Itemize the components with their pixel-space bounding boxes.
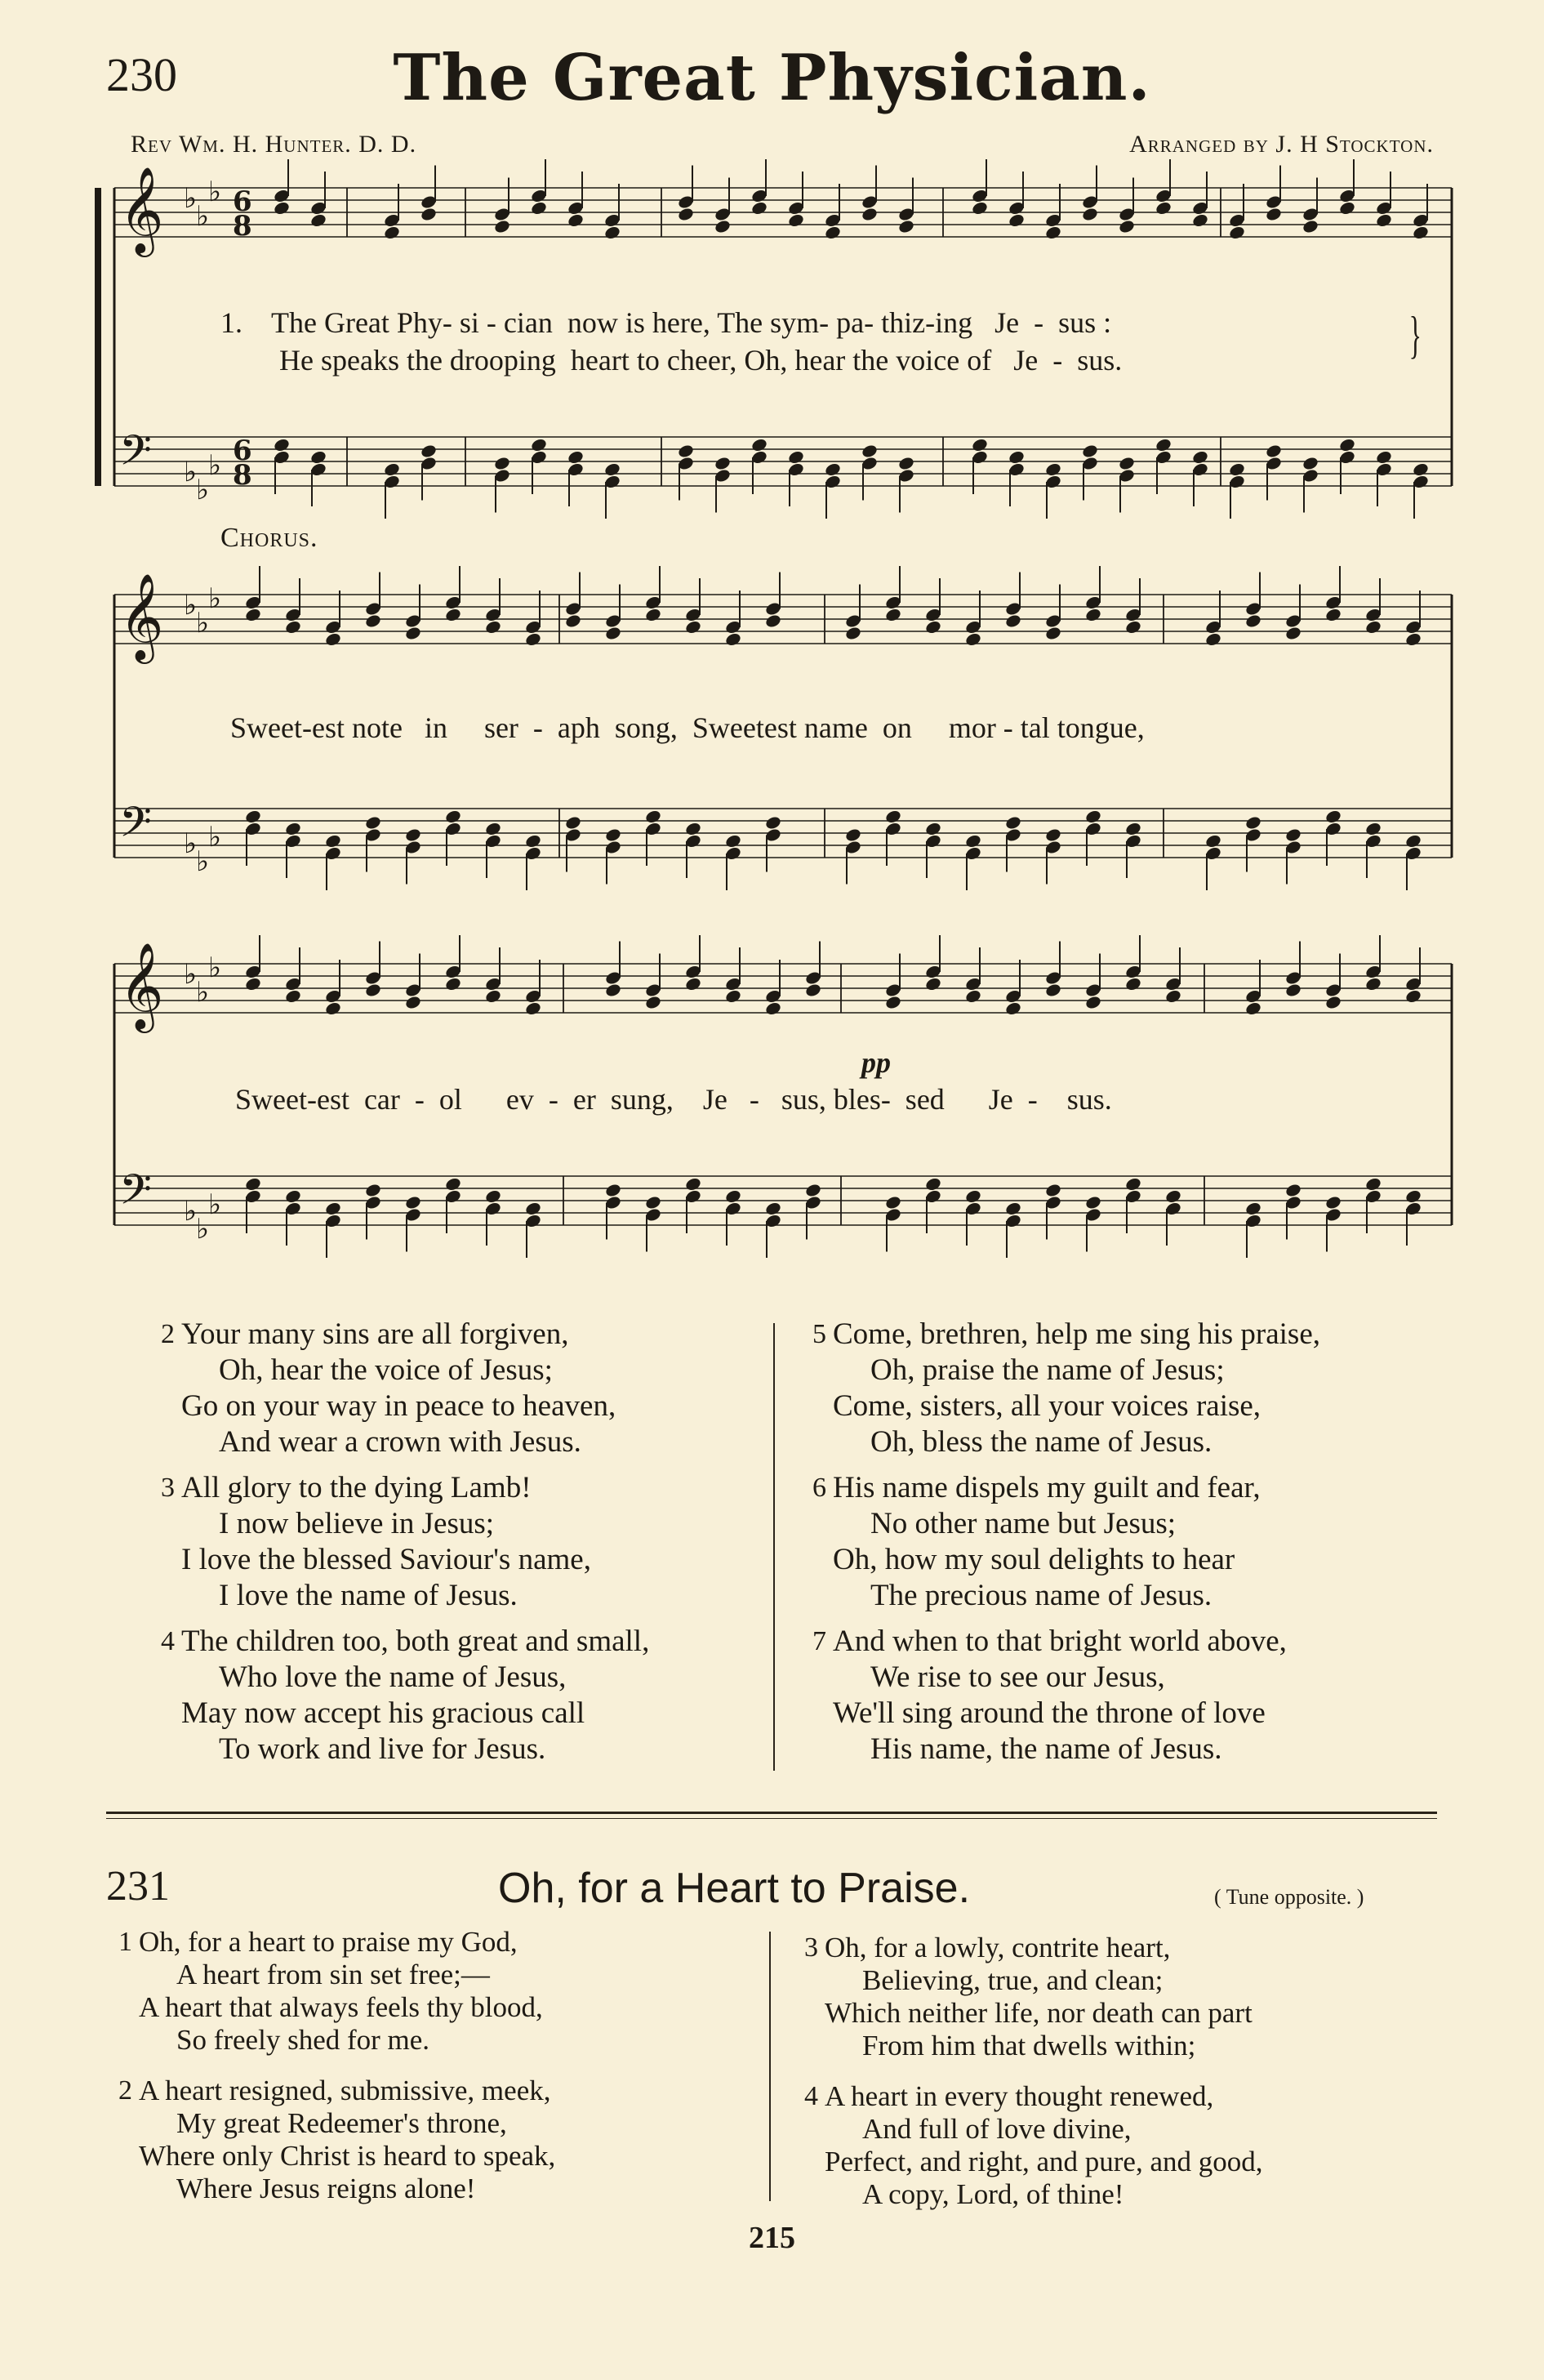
note-head — [824, 461, 842, 477]
note-head — [404, 995, 422, 1010]
stanza-line: Oh, for a lowly, contrite heart, — [825, 1932, 1171, 1963]
note-head — [603, 461, 621, 477]
note-head — [1164, 1188, 1182, 1204]
stanza — [161, 1624, 650, 1767]
note-head — [1364, 1176, 1382, 1192]
stanza-number: 1 — [118, 1927, 132, 1957]
note-head — [964, 833, 982, 849]
hymn231-title: Oh, for a Heart to Praise. — [498, 1865, 971, 1912]
stanza-line: I love the name of Jesus. — [219, 1579, 518, 1612]
note-head — [1284, 626, 1302, 641]
note-head — [714, 456, 732, 471]
stanza — [812, 1470, 1320, 1614]
hymn231-number: 231 — [106, 1863, 170, 1910]
stanza — [118, 2075, 556, 2205]
note-head — [1044, 626, 1062, 641]
note-head — [1081, 443, 1099, 459]
treble-clef-icon: 𝄞 — [119, 942, 164, 1029]
flat-icon: ♭ — [208, 449, 222, 482]
stanza-line: We'll sing around the throne of love — [833, 1696, 1266, 1730]
note-head — [1191, 449, 1209, 465]
note-head — [364, 815, 382, 831]
verse-number: 1. — [220, 306, 243, 339]
note-head — [484, 988, 502, 1004]
stanza-line: Where Jesus reigns alone! — [176, 2173, 476, 2204]
stanza — [812, 1317, 1321, 1460]
note-head — [524, 833, 542, 849]
flat-icon: ♭ — [196, 976, 210, 1009]
note-head — [1191, 212, 1209, 228]
note-head — [924, 976, 942, 992]
note-head — [1118, 219, 1136, 234]
stanza-line: Oh, how my soul delights to hear — [833, 1543, 1235, 1576]
note-head — [364, 1183, 382, 1198]
note-head — [787, 212, 805, 228]
note-head — [1004, 815, 1022, 831]
note-head — [244, 607, 262, 622]
hymn231-left-column — [118, 1926, 556, 2223]
note-head — [750, 437, 768, 452]
note-head — [564, 815, 582, 831]
flat-icon: ♭ — [208, 952, 222, 984]
note-head — [324, 833, 342, 849]
note-head — [924, 821, 942, 836]
note-head — [684, 821, 702, 836]
note-head — [924, 1176, 942, 1192]
flat-icon: ♭ — [184, 589, 198, 622]
stanza — [118, 1926, 555, 2057]
note-head — [1004, 1001, 1022, 1016]
note-head — [324, 1201, 342, 1216]
note-head — [764, 613, 782, 629]
note-head — [1324, 607, 1342, 622]
stanza-line: Your many sins are all forgiven, — [181, 1317, 569, 1351]
flat-icon: ♭ — [184, 182, 198, 215]
note-head — [804, 1183, 822, 1198]
note-head — [1412, 461, 1430, 477]
note-head — [567, 212, 585, 228]
stanza-line: So freely shed for me. — [176, 2024, 430, 2056]
stanza-line: Oh, praise the name of Jesus; — [870, 1353, 1225, 1387]
bass-clef-icon: 𝄢 — [119, 797, 152, 857]
note-head — [1375, 449, 1393, 465]
note-head — [964, 988, 982, 1004]
note-head — [1084, 809, 1102, 824]
note-head — [383, 461, 401, 477]
note-head — [844, 626, 862, 641]
note-head — [724, 833, 742, 849]
note-head — [1301, 219, 1319, 234]
note-head — [604, 626, 622, 641]
stanza-line: And when to that bright world above, — [833, 1625, 1287, 1658]
stanza-line: The precious name of Jesus. — [870, 1579, 1213, 1612]
note-head — [1004, 613, 1022, 629]
stanza — [812, 1624, 1320, 1767]
stanza-line: My great Redeemer's throne, — [176, 2107, 507, 2139]
note-head — [1404, 833, 1422, 849]
verse1-lyric-line2: He speaks the drooping heart to cheer, Oh, hear the voice of Je - sus. — [279, 344, 1123, 377]
note-head — [1364, 821, 1382, 836]
stanza-line: I love the blessed Saviour's name, — [181, 1543, 591, 1576]
note-head — [684, 976, 702, 992]
stanza — [804, 1932, 1263, 2062]
note-head — [644, 809, 662, 824]
hymn231-right-column — [804, 1932, 1263, 2229]
stanza-line: A copy, Lord, of thine! — [862, 2178, 1124, 2210]
note-head — [404, 626, 422, 641]
note-head — [604, 983, 622, 998]
note-head — [284, 619, 302, 635]
note-head — [1338, 437, 1356, 452]
stanza-number: 2 — [118, 2075, 132, 2106]
note-head — [971, 200, 989, 216]
stanza-line: Who love the name of Jesus, — [219, 1660, 567, 1694]
note-head — [764, 1001, 782, 1016]
stanza-line: We rise to see our Jesus, — [870, 1660, 1165, 1694]
note-head — [1404, 988, 1422, 1004]
note-head — [884, 995, 902, 1010]
note-head — [724, 988, 742, 1004]
note-head — [764, 1201, 782, 1216]
flat-icon: ♭ — [196, 1213, 210, 1246]
note-head — [844, 827, 862, 843]
note-head — [604, 827, 622, 843]
note-head — [1364, 619, 1382, 635]
note-head — [1044, 461, 1062, 477]
note-head — [530, 200, 548, 216]
note-head — [404, 827, 422, 843]
flat-icon: ♭ — [184, 456, 198, 488]
note-head — [1284, 1183, 1302, 1198]
note-head — [364, 613, 382, 629]
chorus-lyric-line1: Sweet-est note in ser - aph song, Sweetest name on mor - tal tongue, — [230, 711, 1145, 744]
note-head — [1284, 983, 1302, 998]
hymn231-column-divider — [769, 1932, 771, 2201]
chorus-lyric-line2: Sweet-est car - ol ev - er sung, Je - sus, bles- sed Je - sus. — [235, 1083, 1112, 1116]
note-head — [1284, 827, 1302, 843]
brace-icon: } — [1408, 305, 1422, 363]
note-head — [244, 1176, 262, 1192]
note-head — [861, 207, 879, 222]
stanza-line: His name dispels my guilt and fear, — [833, 1471, 1261, 1504]
stanza-line: Perfect, and right, and pure, and good, — [825, 2146, 1263, 2177]
flat-icon: ♭ — [208, 1188, 222, 1221]
stanza — [804, 2080, 1263, 2211]
note-head — [1084, 1195, 1102, 1210]
note-head — [324, 631, 342, 647]
note-head — [1044, 225, 1062, 240]
note-head — [884, 809, 902, 824]
stanza-line: A heart that always feels thy blood, — [139, 1991, 543, 2023]
note-head — [603, 225, 621, 240]
note-head — [677, 207, 695, 222]
stanza-number: 2 — [161, 1319, 175, 1349]
flat-icon: ♭ — [196, 607, 210, 640]
note-head — [1164, 988, 1182, 1004]
note-head — [1044, 1183, 1062, 1198]
stanza-line: Oh, bless the name of Jesus. — [870, 1425, 1213, 1459]
note-head — [1084, 995, 1102, 1010]
time-signature-top: 6 — [233, 435, 252, 467]
stanza-number: 4 — [804, 2081, 818, 2111]
note-head — [1124, 619, 1142, 635]
note-head — [1265, 207, 1283, 222]
bass-clef-icon: 𝄢 — [119, 426, 152, 485]
note-head — [1124, 976, 1142, 992]
note-head — [524, 631, 542, 647]
bass-clef-icon: 𝄢 — [119, 1165, 152, 1224]
stanza-line: And wear a crown with Jesus. — [219, 1425, 581, 1459]
stanza-line: Come, brethren, help me sing his praise, — [833, 1317, 1321, 1351]
note-head — [524, 1001, 542, 1016]
note-head — [1155, 437, 1172, 452]
note-head — [444, 607, 462, 622]
note-head — [1412, 225, 1430, 240]
stanza-line: Oh, hear the voice of Jesus; — [219, 1353, 553, 1387]
section-rule — [106, 1812, 1437, 1814]
flat-icon: ♭ — [184, 827, 198, 860]
note-head — [484, 821, 502, 836]
treble-clef-icon: 𝄞 — [119, 573, 164, 660]
note-head — [724, 1188, 742, 1204]
note-head — [564, 613, 582, 629]
note-head — [1338, 200, 1356, 216]
note-head — [1204, 631, 1222, 647]
note-head — [724, 631, 742, 647]
stanza-number: 5 — [812, 1319, 826, 1349]
note-head — [884, 607, 902, 622]
stanza-line: No other name but Jesus; — [870, 1507, 1177, 1540]
note-head — [804, 983, 822, 998]
note-head — [324, 1001, 342, 1016]
note-head — [1244, 613, 1262, 629]
note-head — [567, 449, 585, 465]
dynamic-pianissimo: pp — [861, 1046, 891, 1079]
note-head — [364, 983, 382, 998]
stanza — [161, 1317, 649, 1460]
note-head — [284, 821, 302, 836]
note-head — [897, 219, 915, 234]
note-head — [1244, 1201, 1262, 1216]
note-head — [1404, 631, 1422, 647]
note-head — [1044, 827, 1062, 843]
note-head — [484, 1188, 502, 1204]
flat-icon: ♭ — [196, 474, 210, 506]
note-head — [684, 619, 702, 635]
note-head — [1244, 815, 1262, 831]
stanza-line: His name, the name of Jesus. — [870, 1732, 1222, 1766]
stanza — [161, 1470, 649, 1614]
note-head — [1301, 456, 1319, 471]
stanza-line: Believing, true, and clean; — [862, 1964, 1164, 1996]
note-head — [1228, 225, 1246, 240]
note-head — [964, 631, 982, 647]
note-head — [1204, 833, 1222, 849]
stanza-line: A heart in every thought renewed, — [825, 2080, 1214, 2112]
note-head — [644, 607, 662, 622]
note-head — [644, 995, 662, 1010]
hymn231-tune-note: ( Tune opposite. ) — [1214, 1885, 1364, 1909]
stanza-line: I now believe in Jesus; — [219, 1507, 495, 1540]
stanza-number: 3 — [804, 1932, 818, 1963]
note-head — [1004, 1201, 1022, 1216]
note-head — [309, 212, 327, 228]
stanza-number: 7 — [812, 1626, 826, 1656]
note-head — [1404, 1188, 1422, 1204]
flat-icon: ♭ — [184, 958, 198, 991]
note-head — [383, 225, 401, 240]
section-rule-thin — [106, 1818, 1437, 1819]
note-head — [1324, 995, 1342, 1010]
chorus-label: Chorus. — [220, 523, 318, 553]
stanza-line: May now accept his gracious call — [181, 1696, 585, 1730]
time-signature-top: 6 — [233, 185, 252, 218]
hymn-title: The Great Physician. — [393, 41, 1151, 115]
stanza-line: Go on your way in peace to heaven, — [181, 1389, 616, 1423]
note-head — [1008, 212, 1026, 228]
flat-icon: ♭ — [208, 176, 222, 208]
page-number: 230 — [106, 48, 177, 101]
note-head — [924, 619, 942, 635]
flat-icon: ♭ — [184, 1195, 198, 1228]
note-head — [1324, 1195, 1342, 1210]
note-head — [604, 1183, 622, 1198]
note-head — [764, 815, 782, 831]
stanza-line: Where only Christ is heard to speak, — [139, 2140, 556, 2172]
note-head — [964, 1188, 982, 1204]
column-divider — [773, 1323, 775, 1771]
stanza-line: Which neither life, nor death can part — [825, 1997, 1253, 2029]
note-head — [284, 1188, 302, 1204]
stanza-line: A heart resigned, submissive, meek, — [139, 2075, 551, 2106]
stanza-line: And full of love divine, — [862, 2113, 1132, 2145]
note-head — [971, 437, 989, 452]
note-head — [244, 809, 262, 824]
note-head — [484, 619, 502, 635]
stanza-number: 3 — [161, 1473, 175, 1503]
footer-page-number: 215 — [749, 2221, 795, 2255]
stanza-line: Oh, for a heart to praise my God, — [139, 1926, 518, 1958]
note-head — [644, 1195, 662, 1210]
stanza-line: A heart from sin set free;— — [176, 1959, 490, 1990]
arranger-credit: Arranged by J. H Stockton. — [1129, 131, 1434, 158]
note-head — [1244, 1001, 1262, 1016]
stanza-line: All glory to the dying Lamb! — [181, 1471, 532, 1504]
flat-icon: ♭ — [208, 821, 222, 854]
note-head — [1118, 456, 1136, 471]
flat-icon: ♭ — [196, 200, 210, 233]
flat-icon: ♭ — [196, 845, 210, 878]
note-head — [787, 449, 805, 465]
note-head — [420, 207, 438, 222]
note-head — [714, 219, 732, 234]
note-head — [273, 200, 291, 216]
stanza-line: Come, sisters, all your voices raise, — [833, 1389, 1261, 1423]
stanza-number: 4 — [161, 1626, 175, 1656]
note-head — [530, 437, 548, 452]
stanza-line: From him that dwells within; — [862, 2030, 1196, 2061]
note-head — [1155, 200, 1172, 216]
note-head — [1008, 449, 1026, 465]
note-head — [1124, 1176, 1142, 1192]
note-head — [824, 225, 842, 240]
note-head — [677, 443, 695, 459]
note-head — [1084, 607, 1102, 622]
stanza-line: To work and live for Jesus. — [219, 1732, 546, 1766]
stanza-line: The children too, both great and small, — [181, 1625, 650, 1658]
flat-icon: ♭ — [208, 582, 222, 615]
note-head — [861, 443, 879, 459]
stanzas-right-column — [812, 1317, 1321, 1777]
note-head — [1044, 983, 1062, 998]
note-head — [444, 809, 462, 824]
note-head — [420, 443, 438, 459]
author-credit: Rev Wm. H. Hunter. D. D. — [131, 131, 417, 158]
note-head — [444, 1176, 462, 1192]
note-head — [897, 456, 915, 471]
note-head — [1228, 461, 1246, 477]
note-head — [684, 1176, 702, 1192]
note-head — [1324, 809, 1342, 824]
note-head — [284, 988, 302, 1004]
stanza-number: 6 — [812, 1473, 826, 1503]
note-head — [1364, 976, 1382, 992]
note-head — [493, 219, 511, 234]
treble-clef-icon: 𝄞 — [119, 166, 164, 253]
note-head — [1124, 821, 1142, 836]
note-head — [309, 449, 327, 465]
time-signature-bottom: 8 — [233, 459, 252, 492]
stanzas-left-column — [161, 1317, 650, 1777]
note-head — [1375, 212, 1393, 228]
note-head — [524, 1201, 542, 1216]
note-head — [750, 200, 768, 216]
note-head — [884, 1195, 902, 1210]
time-signature-bottom: 8 — [233, 210, 252, 243]
note-head — [1081, 207, 1099, 222]
note-head — [444, 976, 462, 992]
note-head — [493, 456, 511, 471]
verse1-lyric-line1: The Great Phy- si - cian now is here, The sym- pa- thiz-ing Je - sus : — [271, 306, 1112, 339]
note-head — [273, 437, 291, 452]
note-head — [244, 976, 262, 992]
note-head — [404, 1195, 422, 1210]
note-head — [1265, 443, 1283, 459]
